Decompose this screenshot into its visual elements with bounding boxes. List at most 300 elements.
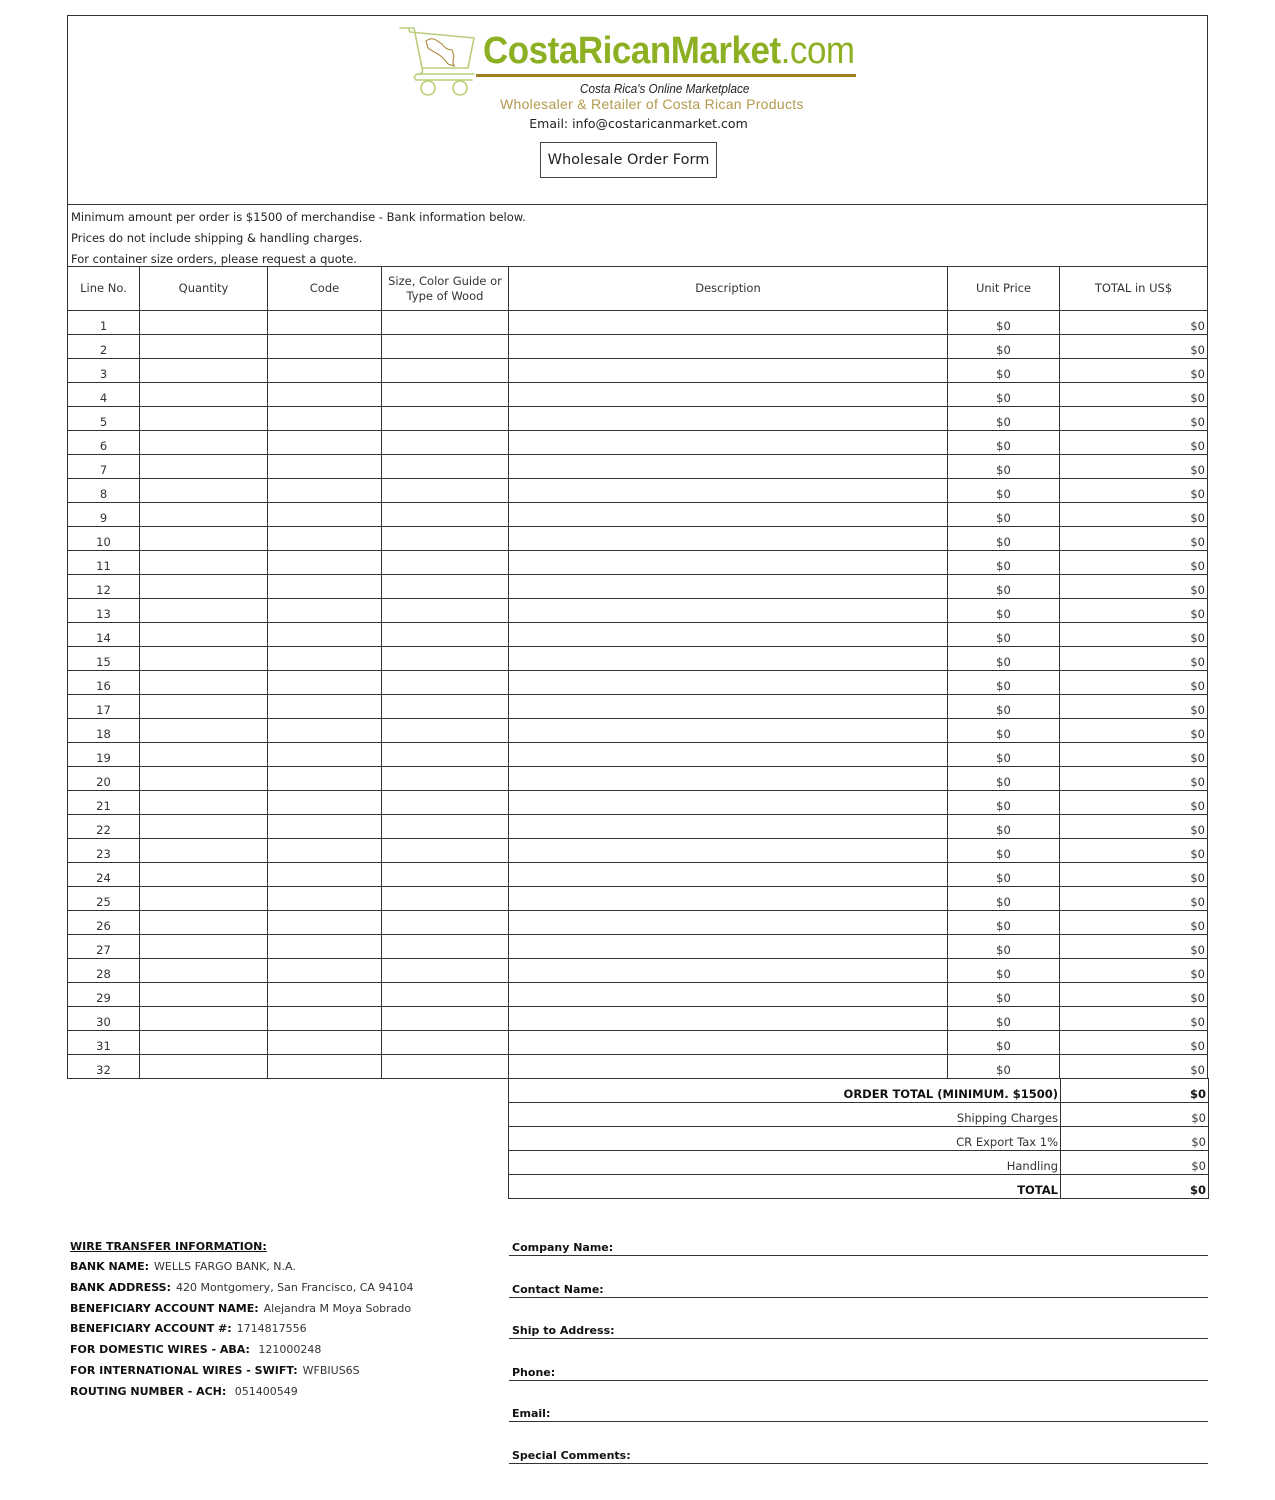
code-cell[interactable] xyxy=(268,671,382,695)
quantity-cell[interactable] xyxy=(140,623,268,647)
code-cell[interactable] xyxy=(268,407,382,431)
description-cell[interactable] xyxy=(509,599,948,623)
table-row xyxy=(68,911,1208,935)
unit-price-cell: $0 xyxy=(948,479,1060,503)
description-cell[interactable] xyxy=(509,887,948,911)
line-no-cell: 15 xyxy=(68,647,140,671)
field-underline[interactable] xyxy=(509,1255,1208,1256)
line-no-cell: 6 xyxy=(68,431,140,455)
code-cell[interactable] xyxy=(268,527,382,551)
table-row xyxy=(68,887,1208,911)
total-cell: $0 xyxy=(1060,527,1208,551)
table-row xyxy=(68,431,1208,455)
col-header-size: Size, Color Guide or Type of Wood xyxy=(382,267,509,311)
unit-price-cell: $0 xyxy=(948,359,1060,383)
unit-price-cell: $0 xyxy=(948,407,1060,431)
order-table xyxy=(67,266,1208,1079)
total-cell: $0 xyxy=(1060,719,1208,743)
code-cell[interactable] xyxy=(268,1031,382,1055)
size-cell[interactable] xyxy=(382,503,509,527)
total-cell: $0 xyxy=(1060,1055,1208,1079)
quantity-cell[interactable] xyxy=(140,839,268,863)
size-cell[interactable] xyxy=(382,431,509,455)
description-cell[interactable] xyxy=(509,791,948,815)
line-no-cell: 8 xyxy=(68,479,140,503)
code-cell[interactable] xyxy=(268,743,382,767)
brand-subtitle: Wholesaler & Retailer of Costa Rican Products xyxy=(500,96,804,112)
table-row xyxy=(68,647,1208,671)
field-ship-to-address[interactable] xyxy=(509,1323,1208,1365)
shopping-cart-icon xyxy=(398,24,478,99)
description-cell[interactable] xyxy=(509,1007,948,1031)
size-cell[interactable] xyxy=(382,311,509,335)
wire-value: WELLS FARGO BANK, N.A. xyxy=(154,1260,296,1273)
quantity-cell[interactable] xyxy=(140,767,268,791)
summary-row xyxy=(509,1175,1209,1199)
description-cell[interactable] xyxy=(509,551,948,575)
code-cell[interactable] xyxy=(268,815,382,839)
code-cell[interactable] xyxy=(268,983,382,1007)
description-cell[interactable] xyxy=(509,911,948,935)
line-no-cell: 9 xyxy=(68,503,140,527)
field-label: Ship to Address: xyxy=(512,1324,615,1337)
line-no-cell: 14 xyxy=(68,623,140,647)
brand-name: CostaRicanMarket.com xyxy=(483,30,855,72)
summary-value: $0 xyxy=(1061,1079,1209,1103)
table-row xyxy=(68,863,1208,887)
code-cell[interactable] xyxy=(268,695,382,719)
summary-value: $0 xyxy=(1061,1151,1209,1175)
line-no-cell: 31 xyxy=(68,1031,140,1055)
wire-row xyxy=(70,1385,413,1406)
unit-price-cell: $0 xyxy=(948,839,1060,863)
size-cell[interactable] xyxy=(382,743,509,767)
wire-key: FOR INTERNATIONAL WIRES - SWIFT: xyxy=(70,1363,298,1377)
wire-value: 051400549 xyxy=(231,1384,298,1398)
summary-value: $0 xyxy=(1061,1175,1209,1199)
col-header-code: Code xyxy=(268,267,382,311)
size-cell[interactable] xyxy=(382,863,509,887)
code-cell[interactable] xyxy=(268,623,382,647)
total-cell: $0 xyxy=(1060,767,1208,791)
table-row xyxy=(68,719,1208,743)
line-no-cell: 16 xyxy=(68,671,140,695)
size-cell[interactable] xyxy=(382,575,509,599)
code-cell[interactable] xyxy=(268,383,382,407)
code-cell[interactable] xyxy=(268,647,382,671)
total-cell: $0 xyxy=(1060,383,1208,407)
unit-price-cell: $0 xyxy=(948,311,1060,335)
wire-row xyxy=(70,1260,413,1281)
unit-price-cell: $0 xyxy=(948,527,1060,551)
quantity-cell[interactable] xyxy=(140,479,268,503)
note-minimum: Minimum amount per order is $1500 of merchandise - Bank information below. xyxy=(71,210,526,224)
line-no-cell: 19 xyxy=(68,743,140,767)
line-no-cell: 20 xyxy=(68,767,140,791)
line-no-cell: 4 xyxy=(68,383,140,407)
code-cell[interactable] xyxy=(268,359,382,383)
quantity-cell[interactable] xyxy=(140,527,268,551)
unit-price-cell: $0 xyxy=(948,335,1060,359)
total-cell: $0 xyxy=(1060,671,1208,695)
wire-row xyxy=(70,1281,413,1302)
field-underline[interactable] xyxy=(509,1421,1208,1422)
quantity-cell[interactable] xyxy=(140,599,268,623)
table-row xyxy=(68,551,1208,575)
size-cell[interactable] xyxy=(382,551,509,575)
line-no-cell: 32 xyxy=(68,1055,140,1079)
code-cell[interactable] xyxy=(268,935,382,959)
unit-price-cell: $0 xyxy=(948,719,1060,743)
wire-transfer-info xyxy=(70,1240,413,1406)
col-header-line-no: Line No. xyxy=(68,267,140,311)
quantity-cell[interactable] xyxy=(140,551,268,575)
summary-row xyxy=(509,1079,1209,1103)
code-cell[interactable] xyxy=(268,719,382,743)
size-cell[interactable] xyxy=(382,887,509,911)
total-cell: $0 xyxy=(1060,983,1208,1007)
code-cell[interactable] xyxy=(268,599,382,623)
description-cell[interactable] xyxy=(509,815,948,839)
wire-key: FOR DOMESTIC WIRES - ABA: xyxy=(70,1343,250,1357)
unit-price-cell: $0 xyxy=(948,743,1060,767)
unit-price-cell: $0 xyxy=(948,911,1060,935)
summary-label: Shipping Charges xyxy=(509,1103,1061,1127)
col-header-description: Description xyxy=(509,267,948,311)
description-cell[interactable] xyxy=(509,671,948,695)
summary-label: Handling xyxy=(509,1151,1061,1175)
field-underline[interactable] xyxy=(509,1380,1208,1381)
unit-price-cell: $0 xyxy=(948,647,1060,671)
size-cell[interactable] xyxy=(382,791,509,815)
unit-price-cell: $0 xyxy=(948,983,1060,1007)
wire-value: 121000248 xyxy=(254,1343,322,1357)
order-summary xyxy=(508,1078,1209,1199)
table-row xyxy=(68,1055,1208,1079)
line-no-cell: 25 xyxy=(68,887,140,911)
total-cell: $0 xyxy=(1060,959,1208,983)
line-no-cell: 28 xyxy=(68,959,140,983)
quantity-cell[interactable] xyxy=(140,1031,268,1055)
size-cell[interactable] xyxy=(382,671,509,695)
quantity-cell[interactable] xyxy=(140,695,268,719)
size-cell[interactable] xyxy=(382,1007,509,1031)
description-cell[interactable] xyxy=(509,623,948,647)
description-cell[interactable] xyxy=(509,479,948,503)
quantity-cell[interactable] xyxy=(140,359,268,383)
size-cell[interactable] xyxy=(382,455,509,479)
size-cell[interactable] xyxy=(382,911,509,935)
unit-price-cell: $0 xyxy=(948,431,1060,455)
col-header-unit-price: Unit Price xyxy=(948,267,1060,311)
table-row xyxy=(68,335,1208,359)
quantity-cell[interactable] xyxy=(140,647,268,671)
brand-tagline: Costa Rica's Online Marketplace xyxy=(580,81,750,96)
total-cell: $0 xyxy=(1060,503,1208,527)
quantity-cell[interactable] xyxy=(140,455,268,479)
description-cell[interactable] xyxy=(509,743,948,767)
size-cell[interactable] xyxy=(382,839,509,863)
quantity-cell[interactable] xyxy=(140,575,268,599)
code-cell[interactable] xyxy=(268,311,382,335)
field-special-comments[interactable] xyxy=(509,1448,1208,1490)
size-cell[interactable] xyxy=(382,647,509,671)
unit-price-cell: $0 xyxy=(948,935,1060,959)
description-cell[interactable] xyxy=(509,431,948,455)
code-cell[interactable] xyxy=(268,575,382,599)
description-cell[interactable] xyxy=(509,695,948,719)
line-no-cell: 11 xyxy=(68,551,140,575)
size-cell[interactable] xyxy=(382,407,509,431)
table-row xyxy=(68,695,1208,719)
code-cell[interactable] xyxy=(268,503,382,527)
size-cell[interactable] xyxy=(382,599,509,623)
summary-label: ORDER TOTAL (MINIMUM. $1500) xyxy=(509,1079,1061,1103)
quantity-cell[interactable] xyxy=(140,935,268,959)
total-cell: $0 xyxy=(1060,743,1208,767)
quantity-cell[interactable] xyxy=(140,959,268,983)
table-row xyxy=(68,479,1208,503)
unit-price-cell: $0 xyxy=(948,887,1060,911)
table-row xyxy=(68,455,1208,479)
table-row xyxy=(68,839,1208,863)
note-shipping: Prices do not include shipping & handling charges. xyxy=(71,231,363,245)
table-row xyxy=(68,815,1208,839)
wire-value: 420 Montgomery, San Francisco, CA 94104 xyxy=(175,1280,414,1294)
quantity-cell[interactable] xyxy=(140,1007,268,1031)
code-cell[interactable] xyxy=(268,791,382,815)
quantity-cell[interactable] xyxy=(140,431,268,455)
field-phone[interactable] xyxy=(509,1365,1208,1407)
contact-form xyxy=(509,1240,1208,1489)
unit-price-cell: $0 xyxy=(948,863,1060,887)
line-no-cell: 10 xyxy=(68,527,140,551)
description-cell[interactable] xyxy=(509,527,948,551)
size-cell[interactable] xyxy=(382,935,509,959)
total-cell: $0 xyxy=(1060,311,1208,335)
line-no-cell: 26 xyxy=(68,911,140,935)
total-cell: $0 xyxy=(1060,551,1208,575)
quantity-cell[interactable] xyxy=(140,863,268,887)
summary-value: $0 xyxy=(1061,1103,1209,1127)
field-label: Company Name: xyxy=(512,1241,614,1254)
field-label: Email: xyxy=(512,1407,551,1420)
description-cell[interactable] xyxy=(509,335,948,359)
total-cell: $0 xyxy=(1060,863,1208,887)
table-row xyxy=(68,527,1208,551)
wire-row xyxy=(70,1322,413,1343)
description-cell[interactable] xyxy=(509,647,948,671)
description-cell[interactable] xyxy=(509,383,948,407)
table-row xyxy=(68,767,1208,791)
total-cell: $0 xyxy=(1060,359,1208,383)
quantity-cell[interactable] xyxy=(140,815,268,839)
code-cell[interactable] xyxy=(268,1055,382,1079)
unit-price-cell: $0 xyxy=(948,815,1060,839)
quantity-cell[interactable] xyxy=(140,407,268,431)
unit-price-cell: $0 xyxy=(948,455,1060,479)
col-header-quantity: Quantity xyxy=(140,267,268,311)
size-cell[interactable] xyxy=(382,719,509,743)
logo xyxy=(398,24,858,114)
description-cell[interactable] xyxy=(509,959,948,983)
field-label: Contact Name: xyxy=(512,1282,604,1296)
code-cell[interactable] xyxy=(268,455,382,479)
table-row xyxy=(68,503,1208,527)
field-label: Phone: xyxy=(512,1365,556,1379)
quantity-cell[interactable] xyxy=(140,1055,268,1079)
size-cell[interactable] xyxy=(382,695,509,719)
table-row xyxy=(68,983,1208,1007)
size-cell[interactable] xyxy=(382,983,509,1007)
description-cell[interactable] xyxy=(509,575,948,599)
line-no-cell: 27 xyxy=(68,935,140,959)
quantity-cell[interactable] xyxy=(140,383,268,407)
summary-value: $0 xyxy=(1061,1127,1209,1151)
line-no-cell: 2 xyxy=(68,335,140,359)
field-label: Special Comments: xyxy=(512,1448,631,1462)
table-row xyxy=(68,599,1208,623)
unit-price-cell: $0 xyxy=(948,599,1060,623)
total-cell: $0 xyxy=(1060,599,1208,623)
order-notes xyxy=(67,204,1208,267)
summary-row xyxy=(509,1151,1209,1175)
line-no-cell: 13 xyxy=(68,599,140,623)
field-email[interactable] xyxy=(509,1406,1208,1448)
line-no-cell: 24 xyxy=(68,863,140,887)
code-cell[interactable] xyxy=(268,551,382,575)
quantity-cell[interactable] xyxy=(140,503,268,527)
wire-row xyxy=(70,1364,413,1385)
total-cell: $0 xyxy=(1060,695,1208,719)
field-company-name[interactable] xyxy=(509,1240,1208,1282)
size-cell[interactable] xyxy=(382,527,509,551)
size-cell[interactable] xyxy=(382,383,509,407)
description-cell[interactable] xyxy=(509,983,948,1007)
field-underline[interactable] xyxy=(509,1297,1208,1298)
line-no-cell: 1 xyxy=(68,311,140,335)
table-row xyxy=(68,1031,1208,1055)
quantity-cell[interactable] xyxy=(140,911,268,935)
col-header-total: TOTAL in US$ xyxy=(1060,267,1208,311)
costa-rica-map-icon xyxy=(426,39,454,66)
total-cell: $0 xyxy=(1060,431,1208,455)
description-cell[interactable] xyxy=(509,1031,948,1055)
unit-price-cell: $0 xyxy=(948,575,1060,599)
field-underline[interactable] xyxy=(509,1463,1208,1464)
description-cell[interactable] xyxy=(509,935,948,959)
description-cell[interactable] xyxy=(509,407,948,431)
quantity-cell[interactable] xyxy=(140,743,268,767)
code-cell[interactable] xyxy=(268,863,382,887)
field-contact-name[interactable] xyxy=(509,1282,1208,1324)
unit-price-cell: $0 xyxy=(948,503,1060,527)
quantity-cell[interactable] xyxy=(140,983,268,1007)
code-cell[interactable] xyxy=(268,431,382,455)
code-cell[interactable] xyxy=(268,1007,382,1031)
description-cell[interactable] xyxy=(509,311,948,335)
size-cell[interactable] xyxy=(382,335,509,359)
size-cell[interactable] xyxy=(382,623,509,647)
code-cell[interactable] xyxy=(268,911,382,935)
table-row xyxy=(68,359,1208,383)
code-cell[interactable] xyxy=(268,959,382,983)
code-cell[interactable] xyxy=(268,887,382,911)
wire-key: BANK ADDRESS: xyxy=(70,1280,171,1294)
wire-key: BENEFICIARY ACCOUNT NAME: xyxy=(70,1301,259,1315)
total-cell: $0 xyxy=(1060,815,1208,839)
table-row xyxy=(68,575,1208,599)
wire-row xyxy=(70,1302,413,1323)
table-row xyxy=(68,959,1208,983)
code-cell[interactable] xyxy=(268,479,382,503)
description-cell[interactable] xyxy=(509,863,948,887)
size-cell[interactable] xyxy=(382,479,509,503)
table-row xyxy=(68,1007,1208,1031)
size-cell[interactable] xyxy=(382,959,509,983)
size-cell[interactable] xyxy=(382,767,509,791)
total-cell: $0 xyxy=(1060,887,1208,911)
size-cell[interactable] xyxy=(382,359,509,383)
quantity-cell[interactable] xyxy=(140,311,268,335)
line-no-cell: 29 xyxy=(68,983,140,1007)
size-cell[interactable] xyxy=(382,815,509,839)
total-cell: $0 xyxy=(1060,1007,1208,1031)
code-cell[interactable] xyxy=(268,335,382,359)
total-cell: $0 xyxy=(1060,647,1208,671)
unit-price-cell: $0 xyxy=(948,959,1060,983)
summary-row xyxy=(509,1103,1209,1127)
total-cell: $0 xyxy=(1060,479,1208,503)
total-cell: $0 xyxy=(1060,935,1208,959)
description-cell[interactable] xyxy=(509,503,948,527)
description-cell[interactable] xyxy=(509,359,948,383)
unit-price-cell: $0 xyxy=(948,671,1060,695)
wire-key: BANK NAME: xyxy=(70,1260,150,1273)
total-cell: $0 xyxy=(1060,623,1208,647)
field-underline[interactable] xyxy=(509,1338,1208,1339)
total-cell: $0 xyxy=(1060,335,1208,359)
table-row xyxy=(68,671,1208,695)
total-cell: $0 xyxy=(1060,839,1208,863)
total-cell: $0 xyxy=(1060,575,1208,599)
line-no-cell: 18 xyxy=(68,719,140,743)
code-cell[interactable] xyxy=(268,839,382,863)
description-cell[interactable] xyxy=(509,1055,948,1079)
summary-label: TOTAL xyxy=(509,1175,1061,1199)
wire-title: WIRE TRANSFER INFORMATION: xyxy=(70,1240,267,1253)
quantity-cell[interactable] xyxy=(140,791,268,815)
quantity-cell[interactable] xyxy=(140,887,268,911)
size-cell[interactable] xyxy=(382,1031,509,1055)
description-cell[interactable] xyxy=(509,719,948,743)
description-cell[interactable] xyxy=(509,767,948,791)
quantity-cell[interactable] xyxy=(140,671,268,695)
table-row xyxy=(68,743,1208,767)
line-no-cell: 23 xyxy=(68,839,140,863)
line-no-cell: 7 xyxy=(68,455,140,479)
quantity-cell[interactable] xyxy=(140,335,268,359)
quantity-cell[interactable] xyxy=(140,719,268,743)
size-cell[interactable] xyxy=(382,1055,509,1079)
code-cell[interactable] xyxy=(268,767,382,791)
table-row xyxy=(68,311,1208,335)
line-no-cell: 21 xyxy=(68,791,140,815)
description-cell[interactable] xyxy=(509,839,948,863)
description-cell[interactable] xyxy=(509,455,948,479)
unit-price-cell: $0 xyxy=(948,623,1060,647)
unit-price-cell: $0 xyxy=(948,767,1060,791)
